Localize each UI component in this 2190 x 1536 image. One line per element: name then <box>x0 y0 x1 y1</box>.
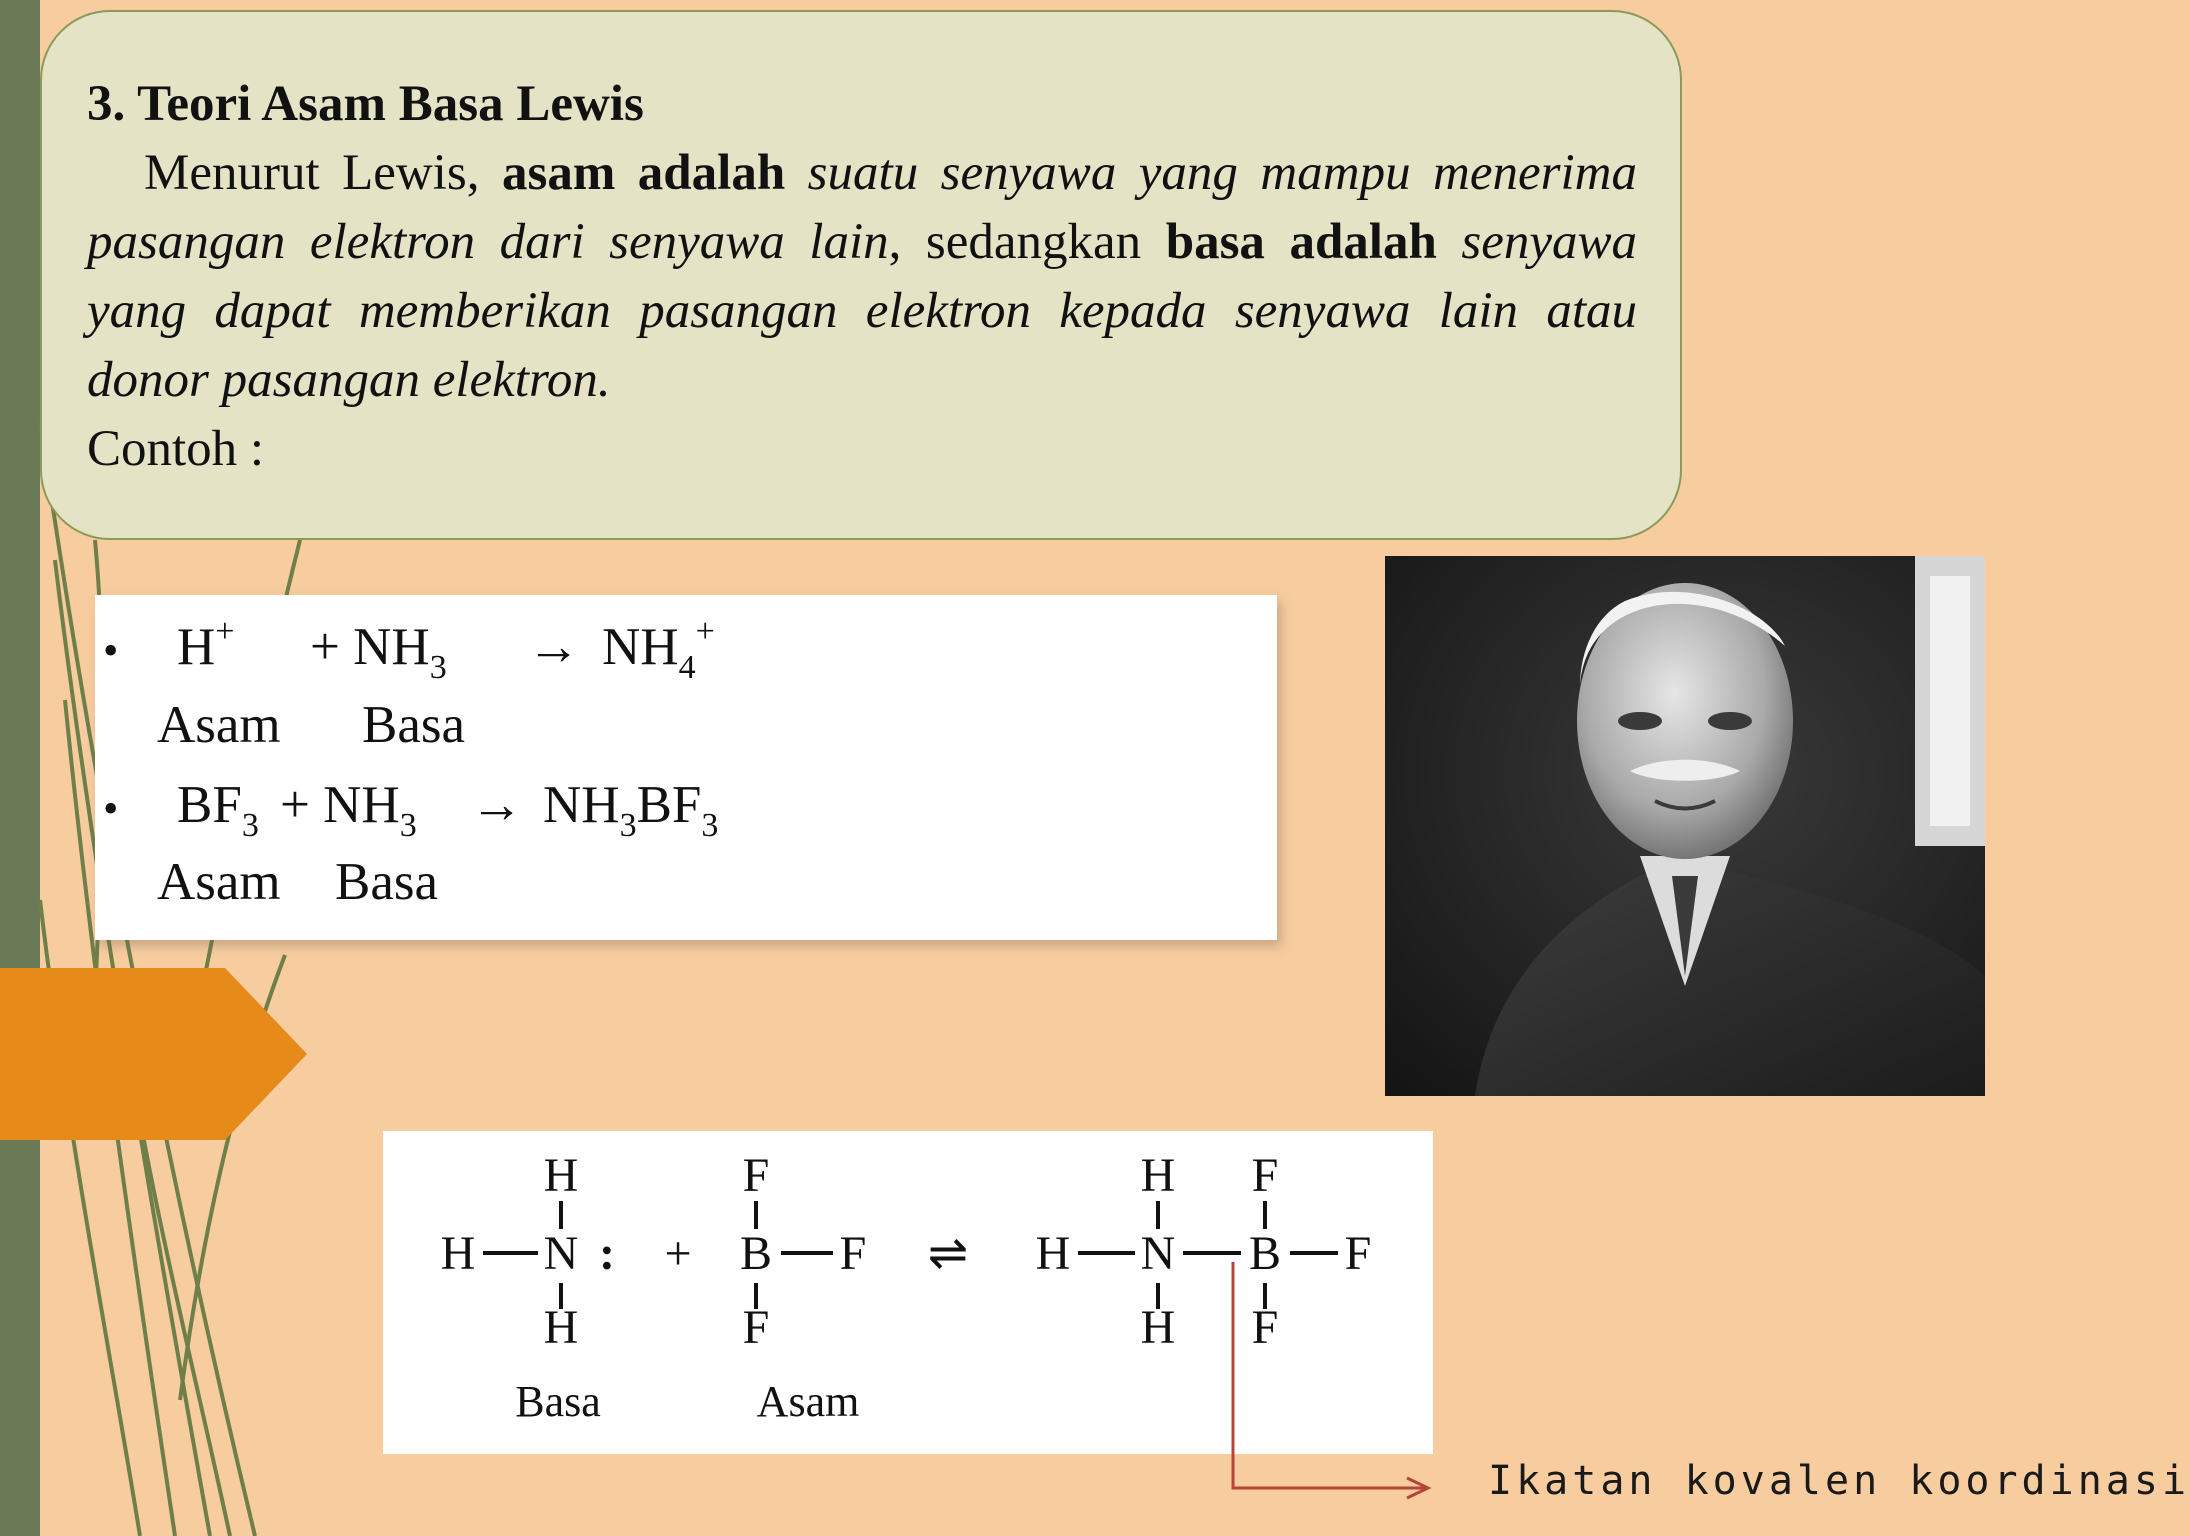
label-base: Basa <box>515 1377 601 1426</box>
reaction-2-arrow: → <box>470 776 523 834</box>
lone-pair: : <box>599 1227 615 1280</box>
bullet: • <box>103 784 119 833</box>
slide-title: 3. Teori Asam Basa Lewis <box>87 76 644 132</box>
atom-h: H <box>543 1301 579 1354</box>
acid-term: asam adalah <box>501 145 786 201</box>
atom-f: F <box>1344 1227 1372 1280</box>
reaction-1-reactant2: + $NH_3$ <box>310 618 447 686</box>
bullet: • <box>103 626 119 675</box>
atom-f: F <box>742 1301 770 1354</box>
atom-f: F <box>1251 1149 1279 1202</box>
example-label: Contoh : <box>87 421 265 477</box>
reaction-1-product: $NH_4^+$ <box>602 613 715 686</box>
portrait-photo <box>1385 556 1985 1096</box>
atom-f: F <box>742 1149 770 1202</box>
lewis-structure-diagram <box>383 1131 1433 1454</box>
definition-paragraph <box>87 139 1637 415</box>
lewis-structure-panel <box>383 1131 1433 1454</box>
reaction-1-arrow: → <box>527 618 580 676</box>
atom-h: H <box>1035 1227 1071 1280</box>
base-definition: senyawa yang dapat memberikan pasangan elektron kepada senyawa lain atau donor pasangan elektron. <box>87 214 1638 408</box>
plus-sign: + <box>664 1227 692 1280</box>
reaction-2-label-base: Basa <box>335 853 439 911</box>
atom-h: H <box>440 1227 476 1280</box>
atom-h: H <box>1140 1301 1176 1354</box>
atom-b: B <box>1248 1227 1282 1280</box>
reaction-1-label-base: Basa <box>362 696 466 754</box>
atom-b: B <box>739 1227 773 1280</box>
theory-text-block <box>87 70 1637 484</box>
atom-f: F <box>1251 1301 1279 1354</box>
reaction-1-reactant1: H+ <box>177 613 235 676</box>
coordinate-bond-label: Ikatan kovalen koordinasi <box>1488 1458 2190 1504</box>
atom-f: F <box>839 1227 867 1280</box>
reaction-2-reactant1: $BF_3$ <box>177 776 259 844</box>
atom-h: H <box>1140 1149 1176 1202</box>
atom-h: H <box>543 1149 579 1202</box>
reactions-box <box>95 595 1277 940</box>
intro-text: Menurut Lewis, <box>144 145 502 201</box>
connector-text: , sedangkan <box>888 214 1166 270</box>
reaction-2-reactant2: + $NH_3$ <box>280 776 417 844</box>
reaction-2-label-acid: Asam <box>157 853 281 911</box>
pentagon-arrow-icon <box>0 968 310 1143</box>
acid-definition: suatu senyawa yang mampu menerima pasangan elektron dari senyawa lain <box>87 145 1637 270</box>
reaction-2-product: $NH_3BF_3$ <box>543 776 719 844</box>
base-term: basa adalah <box>1165 214 1437 270</box>
equilibrium-arrow: ⇌ <box>927 1227 969 1280</box>
atom-n: N <box>1140 1227 1176 1280</box>
reaction-1-label-acid: Asam <box>157 696 281 754</box>
atom-n: N <box>543 1227 579 1280</box>
label-acid: Asam <box>756 1377 860 1426</box>
